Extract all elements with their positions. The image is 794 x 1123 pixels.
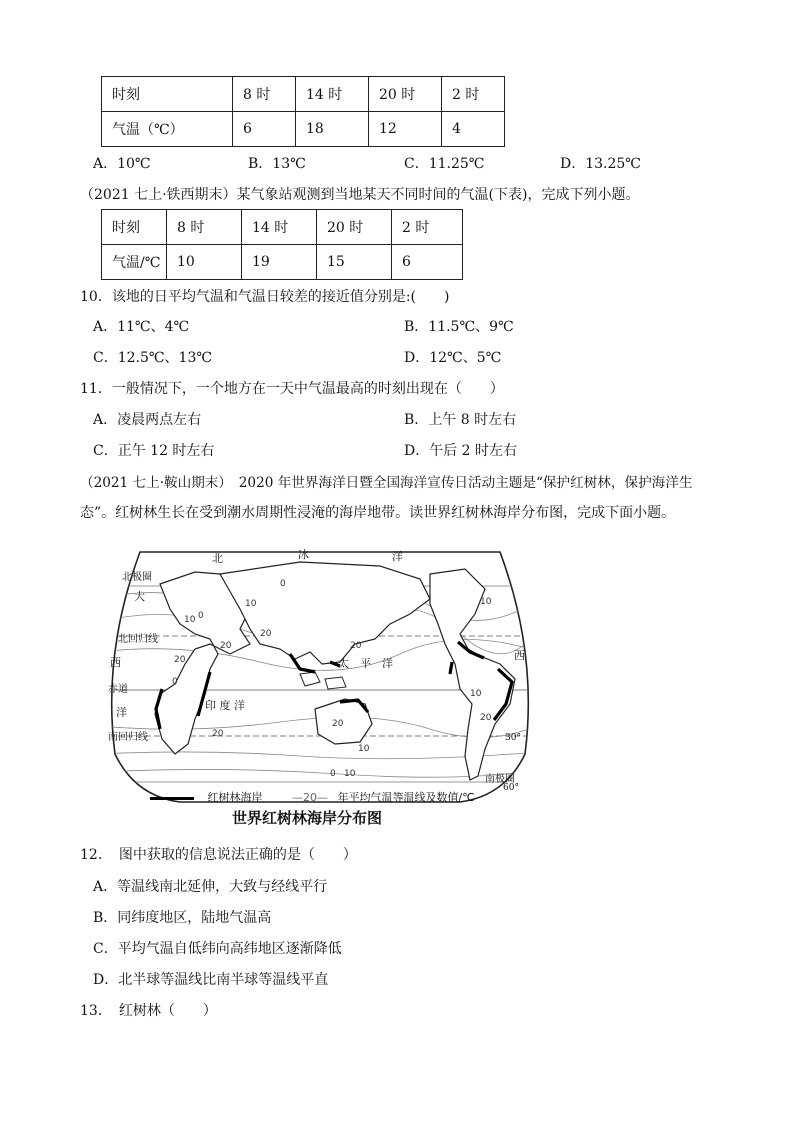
table-row [102,77,505,112]
table-cell: 8 时 [233,77,296,112]
question-10-stem: 10．该地的日平均气温和气温日较差的接近值分别是:( ) [80,289,450,305]
map-label: 太 平 洋 [338,657,393,670]
map-label: 大 [134,590,145,603]
map-label: 南回归线 [108,732,148,743]
isotherm-value: 0 [172,677,178,687]
question-11-stem: 11．一般情况下，一个地方在一天中气温最高的时刻出现在（ ） [80,381,504,397]
option-c: C．正午 12 时左右 [93,443,215,459]
option-a: A．11℃、4℃ [93,319,190,335]
table-cell: 14 时 [296,77,369,112]
option-c: C．11.25℃ [404,156,485,172]
option-b: B．11.5℃、9℃ [404,319,514,335]
isotherm-value: 0 [280,579,286,589]
question-13-stem: 13． 红树林（ ） [80,1003,217,1019]
temperature-table-2 [101,209,463,280]
legend-mangrove-label: 红树林海岸 [207,791,263,804]
legend-isotherm-label: 年平均气温等温线及数值/℃ [337,791,475,804]
table-cell: 8 时 [167,210,242,245]
map-label: 冰 [298,548,309,561]
isotherm-value: 20 [174,655,186,665]
map-label: 北 [212,552,223,565]
isotherm-value: 10 [344,769,356,779]
option-d: D．12℃、5℃ [404,350,502,366]
option-d: D．午后 2 时左右 [404,443,518,459]
isotherm-value: 10 [470,689,482,699]
option-d: D．13.25℃ [560,156,641,172]
table-cell: 6 [233,112,296,147]
isotherm-value: 10 [245,599,257,609]
map-legend [150,789,475,805]
map-caption: 世界红树林海岸分布图 [232,809,383,827]
table-cell: 4 [442,112,505,147]
table-cell: 12 [369,112,442,147]
table-cell: 19 [242,245,317,280]
option-c: C．平均气温自低纬向高纬地区逐渐降低 [93,941,342,957]
isotherm-value: 20 [212,729,224,739]
table-cell: 2 时 [392,210,463,245]
table-row [102,245,463,280]
isotherm-value: 10 [480,597,492,607]
section-intro: （2021 七上·鞍山期末） 2020 年世界海洋日暨全国海洋宣传日活动主题是“保护红树林，保护海洋生 [80,475,693,491]
option-d: D．北半球等温线比南半球等温线平直 [93,972,329,988]
isotherm-value: 20 [332,719,344,729]
option-c: C．12.5℃、13℃ [93,350,213,366]
table-row [102,210,463,245]
map-label: 印 度 洋 [205,699,245,712]
isotherm-value: 20 [220,641,232,651]
isotherm-value: 10 [184,615,196,625]
option-b: B．13℃ [248,156,306,172]
option-b: B．上午 8 时左右 [404,412,517,428]
table-cell: 14 时 [242,210,317,245]
table-cell: 10 [167,245,242,280]
table-cell: 15 [317,245,392,280]
map-label: 洋 [116,706,127,719]
table-row [102,112,505,147]
isotherm-value: 20 [480,713,492,723]
map-label: 北极圈 [122,572,152,583]
isotherm-value: 20 [350,641,362,651]
section-intro: （2021 七上·铁西期末）某气象站观测到当地某天不同时间的气温(下表)，完成下列小题。 [80,187,640,203]
map-label: 西 [110,656,121,669]
option-b: B．同纬度地区，陆地气温高 [93,910,272,926]
section-intro: 态”。红树林生长在受到潮水周期性浸淹的海岸地带。读世界红树林海岸分布图，完成下面小题。 [80,505,676,521]
map-label: 西 [514,649,525,662]
map-label: 60° [503,783,519,793]
table-cell: 时刻 [102,77,233,112]
isotherm-value: 20 [260,629,272,639]
map-label: 南极圈 [485,774,515,785]
table-cell: 气温（℃） [102,112,233,147]
option-a: A．凌晨两点左右 [93,412,202,428]
table-cell: 时刻 [102,210,167,245]
map-label: 北回归线 [118,634,158,645]
table-cell: 20 时 [317,210,392,245]
map-label: 赤道 [108,684,128,695]
mangrove-legend-swatch [150,797,194,800]
isotherm-value: 0 [330,769,336,779]
table-cell: 气温/℃ [102,245,167,280]
table-cell: 6 [392,245,463,280]
question-12-stem: 12． 图中获取的信息说法正确的是（ ） [80,847,357,863]
table-cell: 2 时 [442,77,505,112]
table-cell: 18 [296,112,369,147]
map-label: 洋 [392,550,403,563]
isotherm-legend-swatch: —20— [292,791,328,804]
option-a: A．10℃ [93,156,151,172]
legend-isotherm-sample: 20 [303,791,317,804]
map-label: 30° [505,733,521,743]
table-cell: 20 时 [369,77,442,112]
isotherm-value: 0 [198,611,204,621]
option-a: A．等温线南北延伸，大致与经线平行 [93,879,328,895]
isotherm-value: 10 [358,744,370,754]
temperature-table-1 [101,76,505,147]
